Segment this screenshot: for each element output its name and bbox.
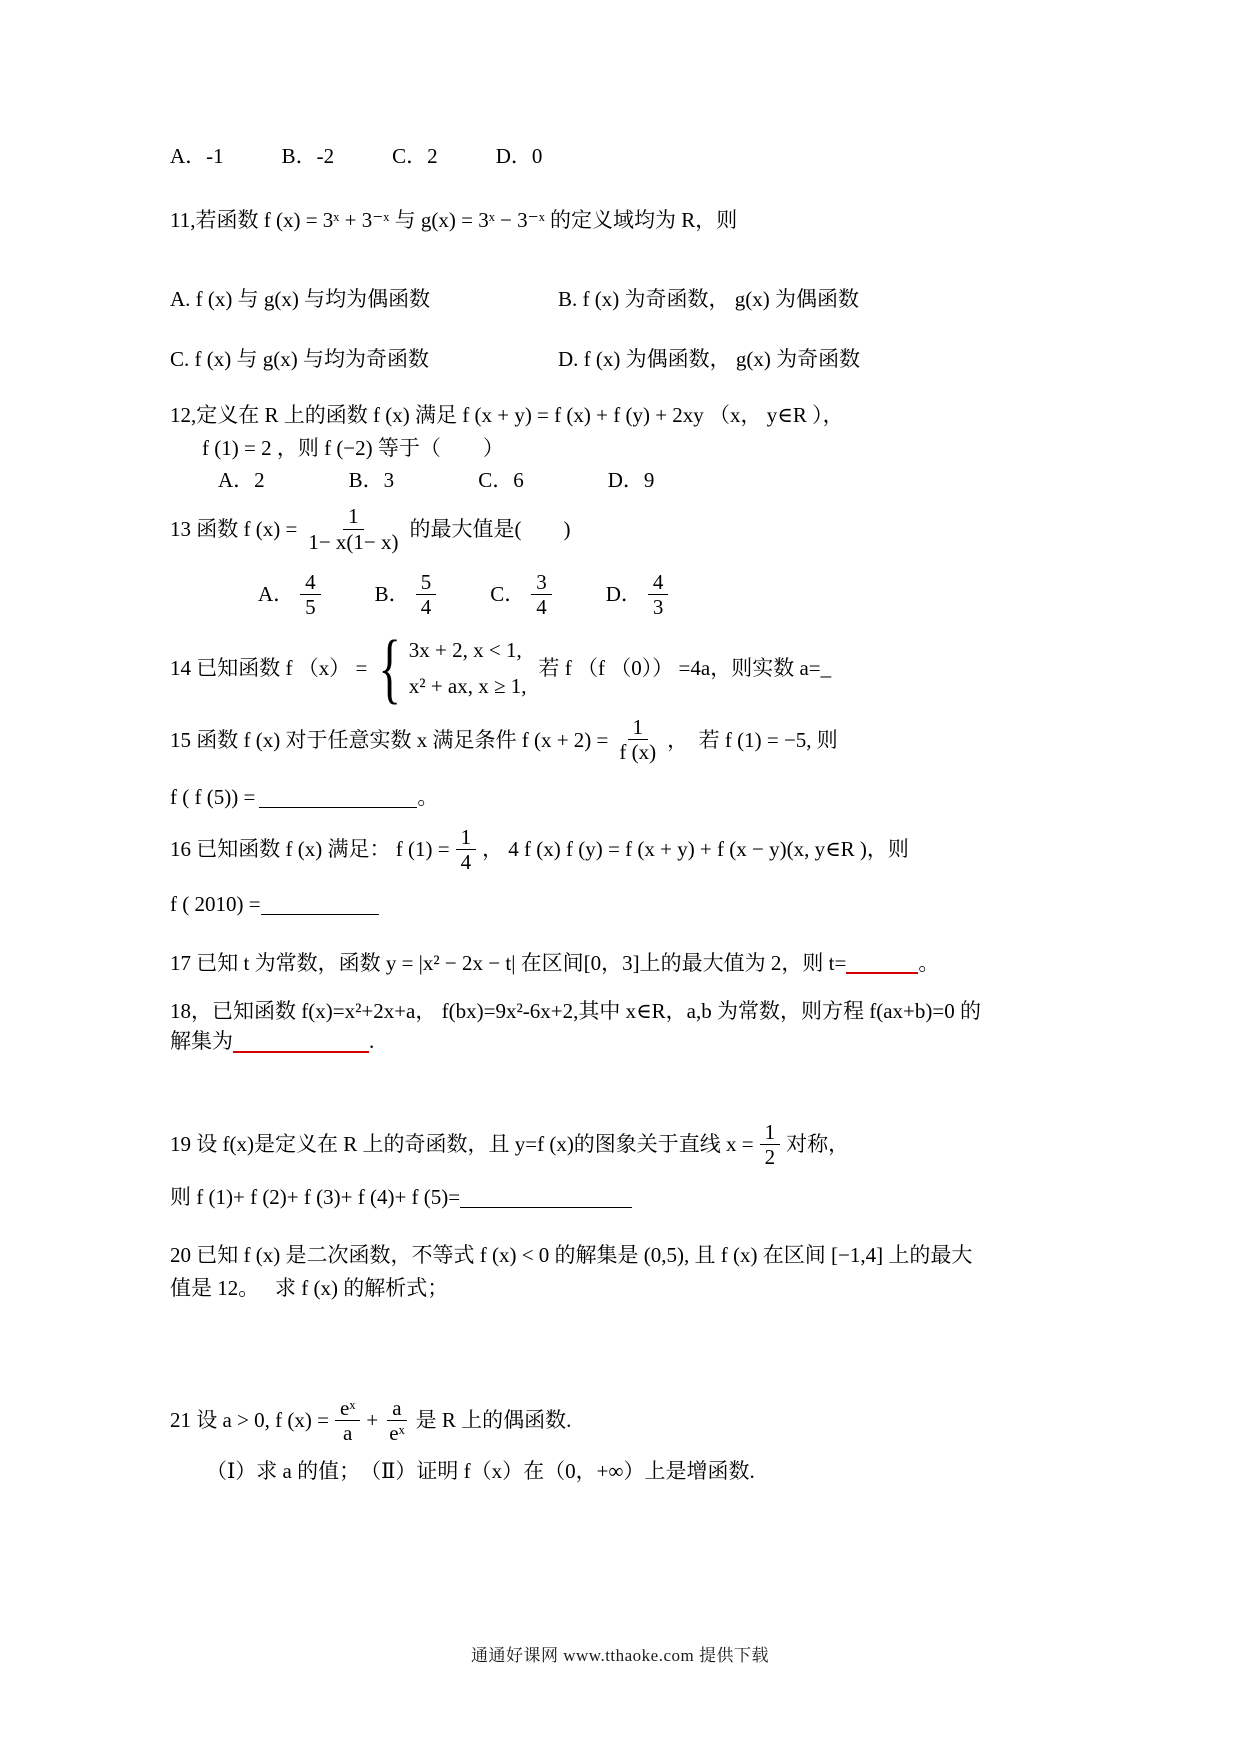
q13-fraction-denominator: 1− x(1− x): [308, 529, 399, 554]
q13-option-c-fraction: [531, 570, 552, 619]
question-12-line2: f (1) = 2 ，则 f (−2) 等于（ ）: [202, 435, 504, 460]
q21-fraction-1: [335, 1396, 360, 1445]
q15-answer-pre: f ( f (5)) =: [170, 784, 256, 809]
q12-option-a: A．2: [218, 468, 265, 493]
question-16-title: [170, 825, 1090, 874]
q19-fraction: [760, 1120, 781, 1169]
q15-fraction-numerator: 1: [628, 715, 649, 740]
q15-answer-blank: [259, 786, 417, 808]
q13-option-b-den: 4: [420, 594, 432, 619]
question-11-options-cd: [170, 345, 1090, 373]
q13-option-c-den: 4: [536, 594, 547, 619]
question-21-title: [170, 1396, 1090, 1445]
q16-answer-pre: f ( 2010) =: [170, 892, 261, 917]
q12-option-c: C．6: [478, 468, 524, 493]
q10-option-a: A．-1: [170, 144, 224, 168]
question-12-options: [170, 466, 1090, 494]
q21-plus-sign: +: [366, 1408, 379, 1433]
q19-answer-blank: [460, 1186, 632, 1208]
q19-answer-pre: 则 f (1)+ f (2)+ f (3)+ f (4)+ f (5)=: [170, 1184, 461, 1209]
question-18-line1: 18，已知函数 f(x)=x²+2x+a， f(bx)=9x²-6x+2,其中 x∈R，a,b 为常数，则方程 f(ax+b)=0 的: [170, 998, 981, 1023]
q15-text-post: ， 若 f (1) = −5, 则: [667, 727, 838, 752]
q19-text-post: 对称，: [786, 1132, 850, 1157]
question-11-options-ab: [170, 285, 1090, 313]
q13-option-d-num: 4: [648, 570, 669, 595]
q15-fraction: [614, 715, 661, 764]
q10-option-b: B．-2: [281, 144, 335, 168]
q12-option-d: D．9: [607, 468, 655, 493]
q13-option-b-fraction: [416, 570, 437, 619]
q21-fraction-2-numerator: a: [387, 1396, 406, 1421]
q13-option-a-label: A．: [258, 582, 295, 607]
q11-option-a: A. f (x) 与 g(x) 与均为偶函数: [170, 286, 431, 311]
q14-text-post: 若 f （f （0）） =4a，则实数 a=: [538, 655, 821, 680]
question-18-answer-line: [170, 1027, 1090, 1055]
q15-text-pre: 15 函数 f (x) 对于任意实数 x 满足条件 f (x + 2) =: [170, 727, 609, 752]
q13-option-a: [258, 570, 327, 619]
q19-fraction-denominator: 2: [764, 1144, 776, 1169]
q16-fraction-numerator: 1: [456, 825, 477, 850]
q15-answer-post: 。: [417, 784, 439, 809]
question-13-title: [170, 504, 1090, 553]
question-10-options: [170, 142, 1090, 170]
q13-option-c: [490, 570, 558, 619]
q13-option-a-den: 5: [305, 594, 316, 619]
q16-fraction-denominator: 4: [460, 850, 472, 875]
q10-option-d: D．0: [495, 144, 543, 168]
q13-option-b: [375, 570, 443, 619]
q16-fraction: [456, 825, 477, 874]
q19-fraction-numerator: 1: [760, 1120, 781, 1145]
q18-answer-pre: 解集为: [170, 1029, 233, 1054]
q14-text-pre: 14 已知函数 f （x） =: [170, 655, 368, 680]
q13-option-d-fraction: [648, 570, 669, 619]
q17-text-post: 。: [918, 950, 940, 975]
q13-option-c-num: 3: [531, 570, 552, 595]
q13-fraction: [303, 504, 403, 553]
q19-text-pre: 19 设 f(x)是定义在 R 上的奇函数，且 y=f (x)的图象关于直线 x =: [170, 1132, 754, 1157]
q13-option-d-label: D．: [605, 582, 642, 607]
q17-text-pre: 17 已知 t 为常数，函数 y = |x² − 2x − t| 在区间[0，3]上的最大值为 2，则 t=: [170, 950, 847, 975]
q21-fraction-2: [384, 1396, 409, 1445]
q13-option-a-num: 4: [300, 570, 321, 595]
question-13-options: [170, 570, 1090, 619]
question-14-title: [170, 623, 1090, 711]
q13-option-a-fraction: [300, 570, 321, 619]
q15-fraction-denominator: f (x): [619, 740, 657, 765]
q14-case-2: x² + ax, x ≥ 1,: [408, 674, 527, 699]
q21-text-pre: 21 设 a > 0, f (x) =: [170, 1408, 329, 1433]
q11-option-d: D. f (x) 为偶函数， g(x) 为奇函数: [558, 347, 861, 372]
question-20-line1: 20 已知 f (x) 是二次函数，不等式 f (x) < 0 的解集是 (0,5), 且 f (x) 在区间 [−1,4] 上的最大: [170, 1243, 973, 1268]
q18-answer-post: .: [369, 1029, 375, 1054]
q17-answer-blank: [846, 951, 918, 974]
question-15-title: [170, 715, 1090, 764]
q16-text-post: ， 4 f (x) f (y) = f (x + y) + f (x − y)(x, y∈R )，则: [482, 837, 909, 862]
question-16-answer-line: [170, 890, 1090, 918]
q14-answer-blank: _: [820, 655, 832, 680]
q14-cases: [409, 636, 527, 701]
q13-text-pre: 13 函数 f (x) =: [170, 516, 298, 541]
q16-answer-blank: [261, 893, 379, 915]
q21-fraction-2-denominator: eˣ: [389, 1421, 405, 1445]
question-20-line2: 值是 12。 求 f (x) 的解析式；: [170, 1275, 449, 1300]
q14-piecewise: [371, 623, 527, 711]
question-21-line2: （Ⅰ）求 a 的值； （Ⅱ）证明 f（x）在（0，+∞）上是增函数.: [206, 1459, 755, 1484]
q21-fraction-1-numerator: eˣ: [335, 1396, 360, 1421]
q11-option-c: C. f (x) 与 g(x) 与均为奇函数: [170, 347, 429, 372]
q13-option-d: [606, 570, 675, 619]
worksheet-page: [170, 142, 1090, 1485]
q13-option-c-label: C．: [490, 582, 526, 607]
question-19-answer-line: [170, 1183, 1090, 1211]
question-19-title: [170, 1120, 1090, 1169]
q13-option-d-den: 3: [652, 594, 664, 619]
q13-fraction-numerator: 1: [343, 504, 364, 529]
q10-option-c: C．2: [392, 144, 438, 168]
footer-download-note: 通通好课网 www.tthaoke.com 提供下载: [470, 1646, 770, 1665]
q21-fraction-1-denominator: a: [343, 1421, 353, 1445]
q11-option-b: B. f (x) 为奇函数， g(x) 为偶函数: [558, 286, 859, 311]
q18-answer-blank: [233, 1030, 369, 1053]
question-15-answer-line: [170, 783, 1090, 811]
question-17-title: [170, 949, 1090, 977]
q12-option-b: B．3: [348, 468, 395, 493]
q13-option-b-num: 5: [416, 570, 437, 595]
q13-option-b-label: B．: [374, 582, 410, 607]
question-11-title: 11,若函数 f (x) = 3ˣ + 3⁻ˣ 与 g(x) = 3ˣ − 3⁻ˣ 的定义域均为 R，则: [170, 208, 738, 233]
q13-text-post: 的最大值是( ): [409, 516, 571, 541]
q16-text-pre: 16 已知函数 f (x) 满足： f (1) =: [170, 837, 450, 862]
q14-case-1: 3x + 2, x < 1,: [408, 637, 522, 662]
q21-text-post: 是 R 上的偶函数.: [415, 1408, 572, 1433]
question-12-line1: 12,定义在 R 上的函数 f (x) 满足 f (x + y) = f (x) + f (y) + 2xy （x， y∈R ），: [170, 403, 844, 428]
q14-brace: {: [378, 623, 402, 711]
